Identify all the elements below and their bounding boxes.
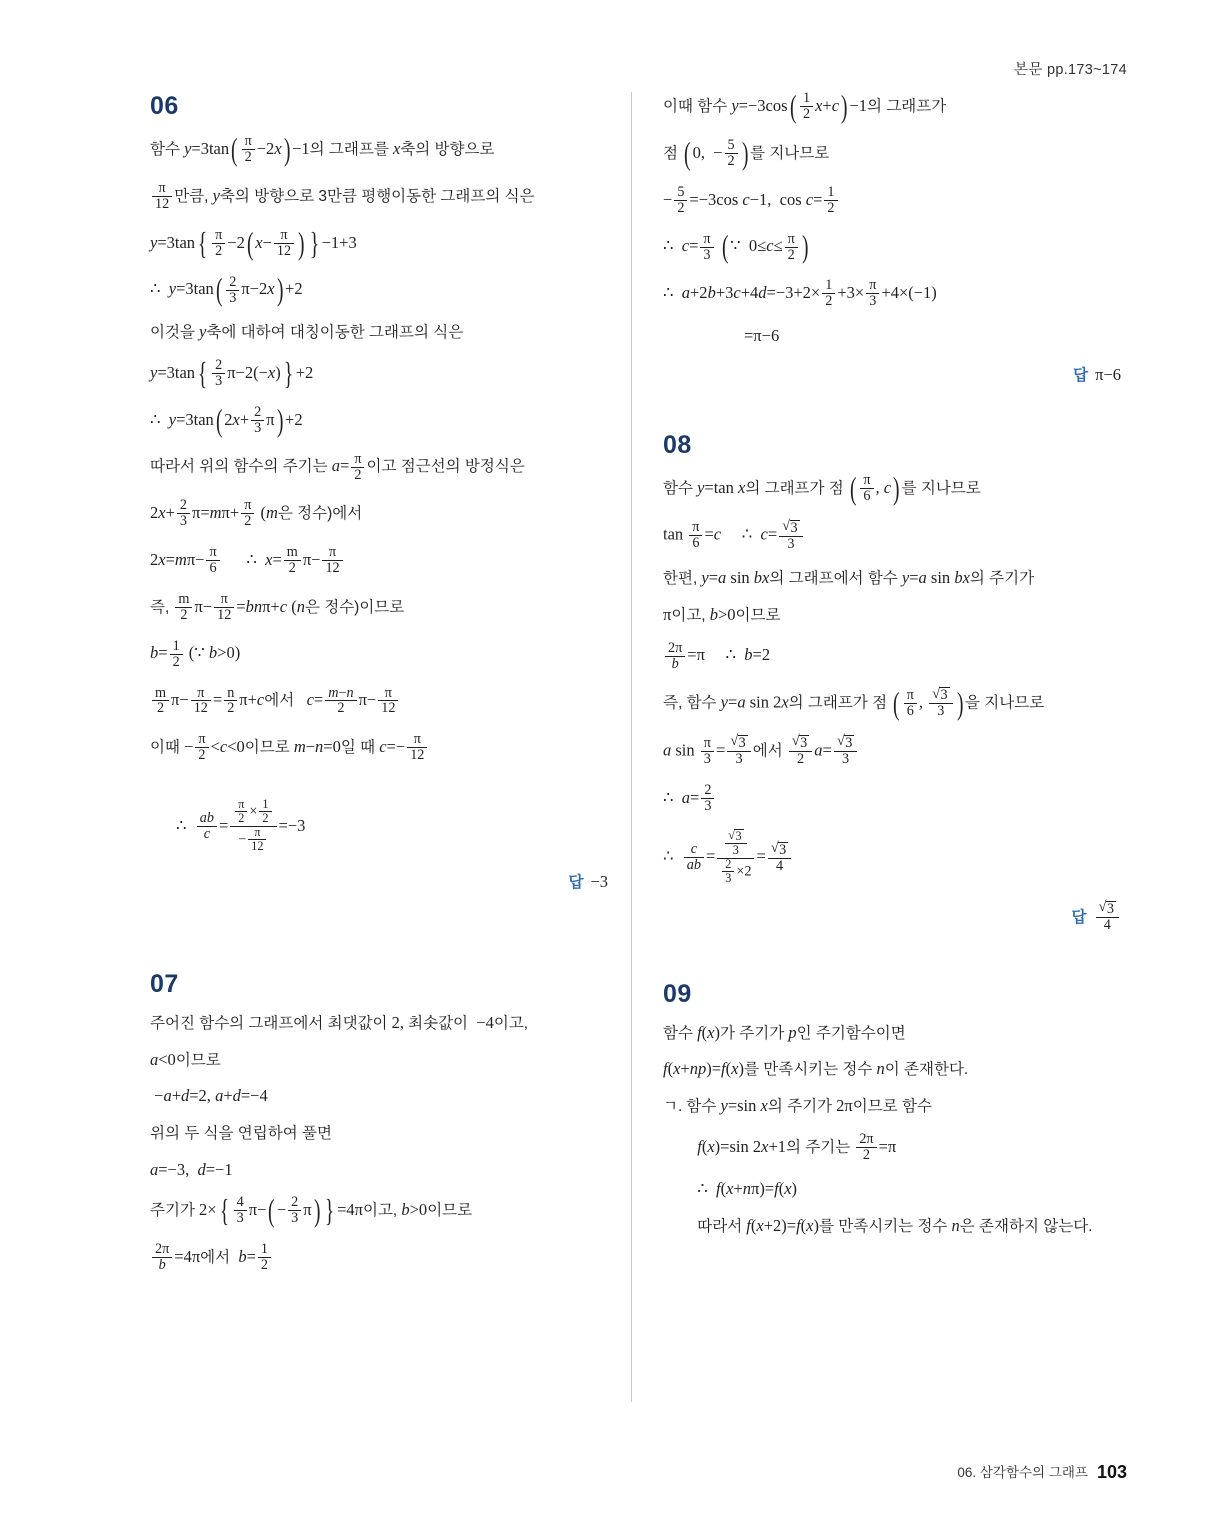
solution-line: 점 ( 0, − $\frac{5}{2}$ ) 를 지나므로 [663,135,830,171]
solution-line: 이때 함수 y=−3cos( $\frac{1}{2}$ x+c) −1의 그래프가 [663,89,947,125]
solution-line: ㄱ. 함수 y=sin x의 주기가 2π이므로 함수 [663,1096,932,1116]
solution-line: y=3tan{ $\frac{\pi}{2}$ −2( x− $\frac{\pi}{12}$ ) } −1+3 [150,225,357,261]
solution-line: 함수 y=3tan( $\frac{\pi}{2}$ −2x) −1의 그래프를 x축의 방향으로 [150,132,495,168]
solution-line: f(x+np)=f(x)를 만족시키는 정수 n이 존재한다. [663,1059,969,1079]
answer-06 [150,870,608,892]
solution-line: ∴ y=3tan( $\frac{2}{3}$ π−2x) +2 [150,272,303,308]
solution-line: $\frac{2\pi}{b}$ =π ∴ b=2 [663,641,1133,672]
solution-line: 주기가 2×{ $\frac{4}{3}$ π−( − $\frac{2}{3}$ π) } =4π이고, b>0이므로 [150,1193,473,1229]
answer-value: −3 [590,872,608,892]
solution-line: y=3tan{ $\frac{2}{3}$ π−2(−x)} +2 [150,355,314,391]
footer-page-number: 103 [1096,1462,1127,1482]
solution-line: tan $\frac{\pi}{6}$ =c ∴ c= √ $\frac{3}{3}$ [663,520,1133,552]
solution-line: ∴ a+2b+3c+4d=−3+2× $\frac{1}{2}$ +3× $\frac{\pi}{3}$ +4×(−1) [663,277,937,310]
page-footer [957,1461,1127,1483]
footer-chapter: 06. 삼각함수의 그래프 [957,1465,1088,1480]
problem-number-08: 08 [663,430,692,459]
solution-line: π이고, b>0이므로 [663,604,781,624]
solution-line: 즉, 함수 y=a sin 2x의 그래프가 점 ( $\frac{\pi}{6}$ , √ $\frac{3}{3}$ ) 을 지나므로 [663,688,1133,720]
solution-line: ∴ y=3tan( 2x+ $\frac{2}{3}$ π) +2 [150,402,303,438]
solution-line: 즉, $\frac{m}{2}$ π− $\frac{\pi}{12}$ =bnπ+c (n은 정수)이므로 [150,590,405,623]
solution-line: 위의 두 식을 연립하여 풀면 [150,1124,332,1142]
solution-line: ∴ c= $\frac{\pi}{3}$ ( ∵ 0≤c≤ $\frac{\pi}{2}$ ) [663,229,809,265]
answer-07-continued [663,363,1121,385]
answer-label: 답 [1071,908,1087,926]
solution-line: ∴ a= $\frac{2}{3}$ [663,784,1133,815]
right-column [663,89,1133,1253]
solution-block-08 [663,431,1133,934]
solution-line: ∴ $\frac{c}{ab}$ = √ $\frac{3}{3}$ $\frac{2}{3}$ ×2 = √ $\frac{3}{4}$ [663,830,1133,886]
problem-number-07: 07 [150,970,179,999]
answer-08 [663,902,1121,934]
problem-number-09: 09 [663,979,692,1008]
solution-line: 2x=mπ− $\frac{\pi}{6}$ ∴ x= $\frac{m}{2}$ π− $\frac{\pi}{12}$ [150,546,620,577]
solution-line: ∴ f(x+nπ)=f(x) [689,1179,798,1199]
column-divider [631,92,632,1402]
answer-value: π−6 [1095,364,1121,384]
solution-line: 이것을 y축에 대하여 대칭이동한 그래프의 식은 [150,322,464,342]
solution-line: −a+d=2, a+d=−4 [150,1086,268,1106]
solution-line: 이때 − $\frac{\pi}{2}$ <c<0이므로 m−n=0일 때 c=− $\frac{\pi}{12}$ [150,733,620,764]
solution-line: =π−6 [711,325,780,345]
solution-line: − $\frac{5}{2}$ =−3cos c−1, cos c= $\frac{1}{2}$ [663,186,1133,217]
solution-line: 함수 y=tan x의 그래프가 점 ( $\frac{\pi}{6}$ , c) 를 지나므로 [663,470,981,506]
answer-label: 답 [568,874,584,892]
solution-line: 따라서 위의 함수의 주기는 a= $\frac{\pi}{2}$ 이고 점근선의 방정식은 [150,450,525,483]
solution-block-06 [150,92,620,892]
solution-line: f(x)=sin 2x+1의 주기는 $\frac{2\pi}{2}$ =π [697,1130,897,1163]
solution-line: 한편, y=a sin bx의 그래프에서 함수 y=a sin bx의 주기가 [663,568,1035,588]
solution-line: $\frac{\pi}{12}$ 만큼, y축의 방향으로 3만큼 평행이동한 그래프의 식은 [150,182,620,213]
solution-line: 따라서 f(x+2)=f(x)를 만족시키는 정수 n은 존재하지 않는다. [697,1216,1093,1236]
solution-line: $\frac{2\pi}{b}$ =4π에서 b= $\frac{1}{2}$ [150,1243,620,1274]
solution-block-07-continued [663,89,1133,385]
solution-block-09 [663,980,1133,1237]
solution-line: $\frac{m}{2}$ π− $\frac{\pi}{12}$ = $\frac{n}{2}$ π+c에서 c= $\frac{m-n}{2}$ π− $\frac{\pi}{12}$ [150,686,620,717]
solution-line: b= $\frac{1}{2}$ (∵ b>0) [150,637,241,670]
solution-block-07 [150,970,620,1274]
answer-label: 답 [1073,366,1089,384]
solution-line: a=−3, d=−1 [150,1159,233,1179]
solution-line: 2x+ $\frac{2}{3}$ π=mπ+ $\frac{\pi}{2}$ (m은 정수)에서 [150,497,363,530]
left-column [150,92,620,1290]
solution-line: a sin $\frac{\pi}{3}$ = √ $\frac{3}{3}$ 에서 √ $\frac{3}{2}$ a= √ $\frac{3}{3}$ [663,736,1133,768]
solution-line: 함수 f(x)가 주기가 p인 주기함수이면 [663,1022,906,1042]
answer-value: √ $\frac{3}{4}$ [1096,901,1119,933]
problem-number-06: 06 [150,92,179,120]
solution-line: 주어진 함수의 그래프에서 최댓값이 2, 최솟값이 −4이고, [150,1013,529,1033]
solution-line: ∴ $\frac{ab}{c}$ = $\frac{\pi}{2}$ × $\frac{1}{2}$ − $\frac{\pi}{12}$ =−3 [176,797,306,853]
solution-line: a<0이므로 [150,1049,221,1069]
page-header-reference: 본문 pp.173~174 [1014,62,1127,78]
